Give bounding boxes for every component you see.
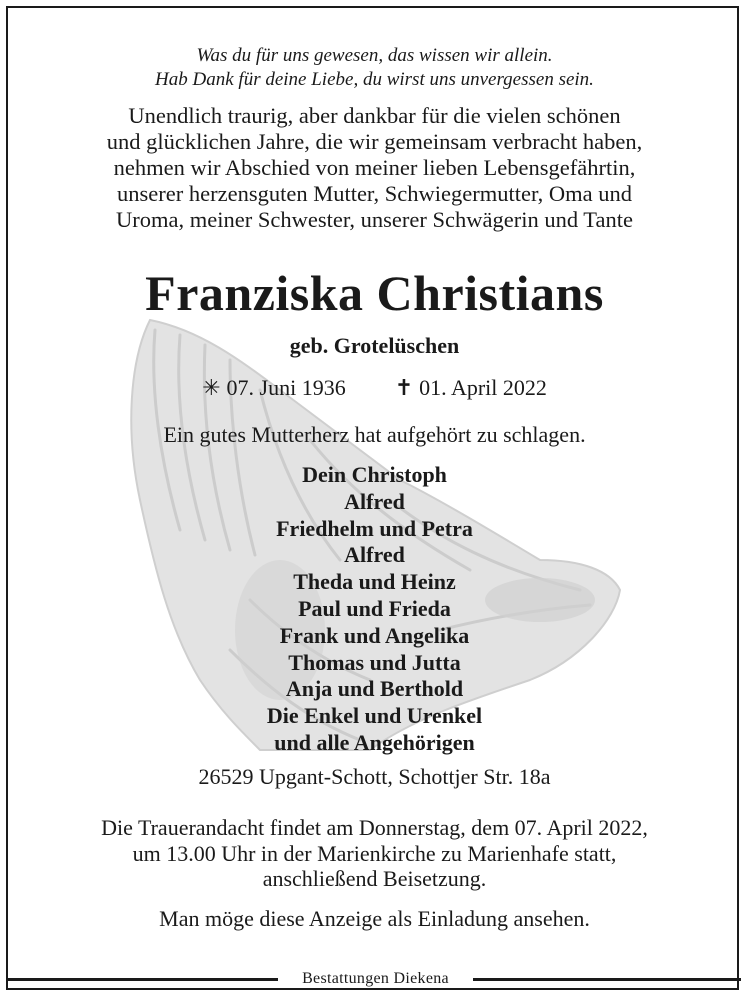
cross-icon: ✝ xyxy=(394,375,414,400)
intro-line: Uroma, meiner Schwester, unserer Schwägerin und Tante xyxy=(116,207,633,232)
mourner-entry: Anja und Berthold xyxy=(285,676,464,702)
intro-line: Unendlich traurig, aber dankbar für die vielen schönen xyxy=(128,103,621,128)
footer-rule-right xyxy=(473,978,741,981)
mourner-entry: Frank und Angelika xyxy=(279,622,470,648)
service-line: anschließend Beisetzung. xyxy=(262,866,487,891)
footer-rule-left xyxy=(8,978,278,981)
intro-line: und glücklichen Jahre, die wir gemeinsam verbracht haben, xyxy=(106,129,643,154)
service-info xyxy=(0,815,749,892)
death-date-group xyxy=(395,373,547,403)
service-line: um 13.00 Uhr in der Marienkirche zu Marienhafe statt, xyxy=(132,840,617,866)
birth-star-icon: ✳ xyxy=(202,375,221,400)
motto-line: Hab Dank für deine Liebe, du wirst uns unvergessen sein. xyxy=(155,69,594,90)
mourner-entry: Friedhelm und Petra xyxy=(276,515,473,541)
birth-date: 07. Juni 1936 xyxy=(226,375,346,400)
mourner-entry: Theda und Heinz xyxy=(293,569,456,595)
undertaker-name: Bestattungen Diekena xyxy=(302,970,449,987)
service-line: Die Trauerandacht findet am Donnerstag, dem 07. April 2022, xyxy=(101,815,648,840)
death-date: 01. April 2022 xyxy=(419,375,547,400)
mourner-entry: Thomas und Jutta xyxy=(288,649,461,675)
deceased-name: Franziska Christians xyxy=(145,265,604,321)
motto xyxy=(0,44,749,92)
invitation-note: Man möge diese Anzeige als Einladung ansehen. xyxy=(159,906,590,931)
mourner-entry: Paul und Frieda xyxy=(298,595,451,621)
birth-name: geb. Grotelüschen xyxy=(289,333,460,358)
footer xyxy=(0,966,749,992)
birth-date-group xyxy=(202,373,346,403)
intro-line: nehmen wir Abschied von meiner lieben Lebensgefährtin, xyxy=(113,155,636,180)
intro-text xyxy=(0,103,749,233)
life-dates xyxy=(0,373,749,403)
mourner-entry: Alfred xyxy=(344,542,405,568)
address: 26529 Upgant-Schott, Schottjer Str. 18a xyxy=(198,764,551,789)
mourner-entry: Die Enkel und Urenkel xyxy=(266,703,483,729)
mourner-entry: Dein Christoph xyxy=(302,462,447,487)
motto-line: Was du für uns gewesen, das wissen wir allein. xyxy=(196,45,553,66)
quote: Ein gutes Mutterherz hat aufgehört zu schlagen. xyxy=(163,422,586,447)
mourners-list xyxy=(0,462,749,757)
mourner-entry: Alfred xyxy=(344,488,405,514)
mourner-entry: und alle Angehörigen xyxy=(274,729,475,755)
intro-line: unserer herzensguten Mutter, Schwiegermutter, Oma und xyxy=(117,181,632,206)
